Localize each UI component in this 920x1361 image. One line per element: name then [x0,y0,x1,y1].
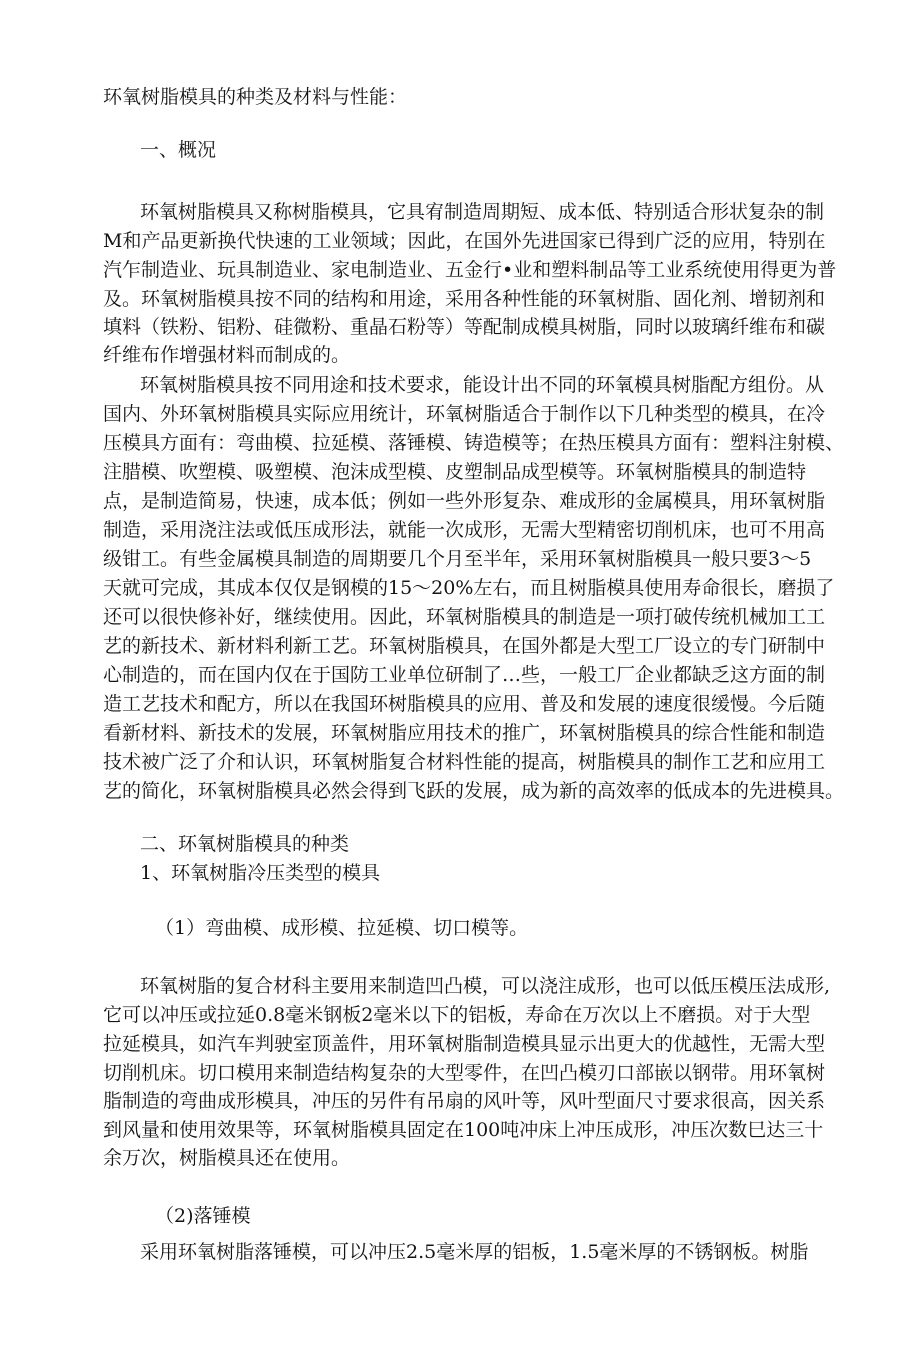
text-line: 余万次，树脂模具还在使用。 [103,1147,351,1169]
text-line: 采用环氧树脂落锤模，可以冲压2.5毫米厚的铝板，1.5毫米厚的不锈钢板。树脂 [140,1241,809,1263]
section-heading: 一、概况 [140,139,217,161]
text-line: 环氧树脂模具按不同用途和技术要求，能设计出不同的环氧模具树脂配方组份。从 [140,374,825,396]
text-line: 注腊模、吹塑模、吸塑模、泡沫成型模、皮塑制品成型模等。环氧树脂模具的制造特 [103,461,807,483]
text-line: 脂制造的弯曲成形模具，冲压的另件有吊扇的风叶等，风叶型面尺寸要求很高，因关系 [103,1090,826,1112]
document-title: 环氧树脂模具的种类及材料与性能： [103,86,408,108]
text-line: 级钳工。有些金属模具制造的周期要几个月至半年，采用环氧树脂模具一般只要3～5 [103,548,812,570]
text-line: 汽乍制造业、玩具制造业、家电制造业、五金行•业和塑料制品等工业系统使用得更为普 [103,259,837,281]
text-line: 国内、外环氧树脂模具实际应用统计，环氧树脂适合于制作以下几种类型的模具，在冷 [103,403,826,425]
text-line: 填料（铁粉、铝粉、硅微粉、重晶石粉等）等配制成模具树脂，同时以玻璃纤维布和碳 [103,316,826,338]
text-line: 还可以很快修补好，继续使用。因此，环氧树脂模具的制造是一项打破传统机械加工工 [103,606,826,628]
text-line: 拉延模具，如汽车判驶室顶盖件，用环氧树脂制造模具显示出更大的优越性，无需大型 [103,1033,826,1055]
text-line: 艺的简化，环氧树脂模具必然会得到飞跃的发展，成为新的高效率的低成本的先进模具。 [103,780,845,802]
text-line: 制造，采用浇注法或低压成形法，就能一次成形，无需大型精密切削机床，也可不用高 [103,519,826,541]
text-line: 心制造的，而在国内仅在于国防工业单位研制了…些，一般工厂企业都缺乏这方面的制 [103,664,826,686]
text-line: 天就可完成，其成本仅仅是钢模的15～20%左右，而且树脂模具使用寿命很长，磨损了 [103,577,835,599]
text-line: 压模具方面有：弯曲模、拉延模、落锤模、铸造模等；在热压模具方面有：塑料注射模、 [103,432,845,454]
text-line: 看新材料、新技术的发展，环氧树脂应用技术的推广，环氧树脂模具的综合性能和制造 [103,722,826,744]
text-line: 艺的新技术、新材料利新工艺。环氧树脂模具，在国外都是大型工厂设立的专门研制中 [103,635,826,657]
text-line: 及。环氧树脂模具按不同的结构和用途，采用各种性能的环氧树脂、固化剂、增韧剂和 [103,288,826,310]
text-line: 造工艺技术和配方，所以在我国环树脂模具的应用、普及和发展的速度很缓慢。今后随 [103,693,826,715]
text-line: 技术被广泛了介和认识，环氧树脂复合材料性能的提高，树脂模具的制作工艺和应用工 [103,751,826,773]
text-line: 环氧树脂的复合材科主要用来制造凹凸模，可以浇注成形，也可以低压模压法成形, [140,975,831,997]
text-line: 纤维布作增强材料而制成的。 [103,344,351,366]
subsection-heading: 1、环氧树脂冷压类型的模具 [140,862,381,884]
text-line: 它可以冲压或拉延0.8毫米钢板2毫米以下的铝板，寿命在万次以上不磨损。对于大型 [103,1004,811,1026]
list-item-heading: （1）弯曲模、成形模、拉延模、切口模等。 [155,917,529,939]
text-line: 切削机床。切口模用来制造结构复杂的大型零件，在凹凸模刃口部嵌以钢带。用环氧树 [103,1062,826,1084]
text-line: M和产品更新换代快速的工业领域；因此，在国外先进国家已得到广泛的应用，特别在 [103,230,826,252]
text-line: 环氧树脂模具又称树脂模具，它具宥制造周期短、成本低、特别适合形状复杂的制 [140,201,825,223]
text-line: 点，是制造简易，快速，成本低；例如一些外形复杂、难成形的金属模具，用环氧树脂 [103,490,826,512]
list-item-heading: （2)落锤模 [155,1205,251,1227]
section-heading: 二、环氧树脂模具的种类 [140,833,350,855]
text-line: 到风量和使用效果等，环氧树脂模具固定在100吨冲床上冲压成形，冲压次数巳达三十 [103,1119,824,1141]
